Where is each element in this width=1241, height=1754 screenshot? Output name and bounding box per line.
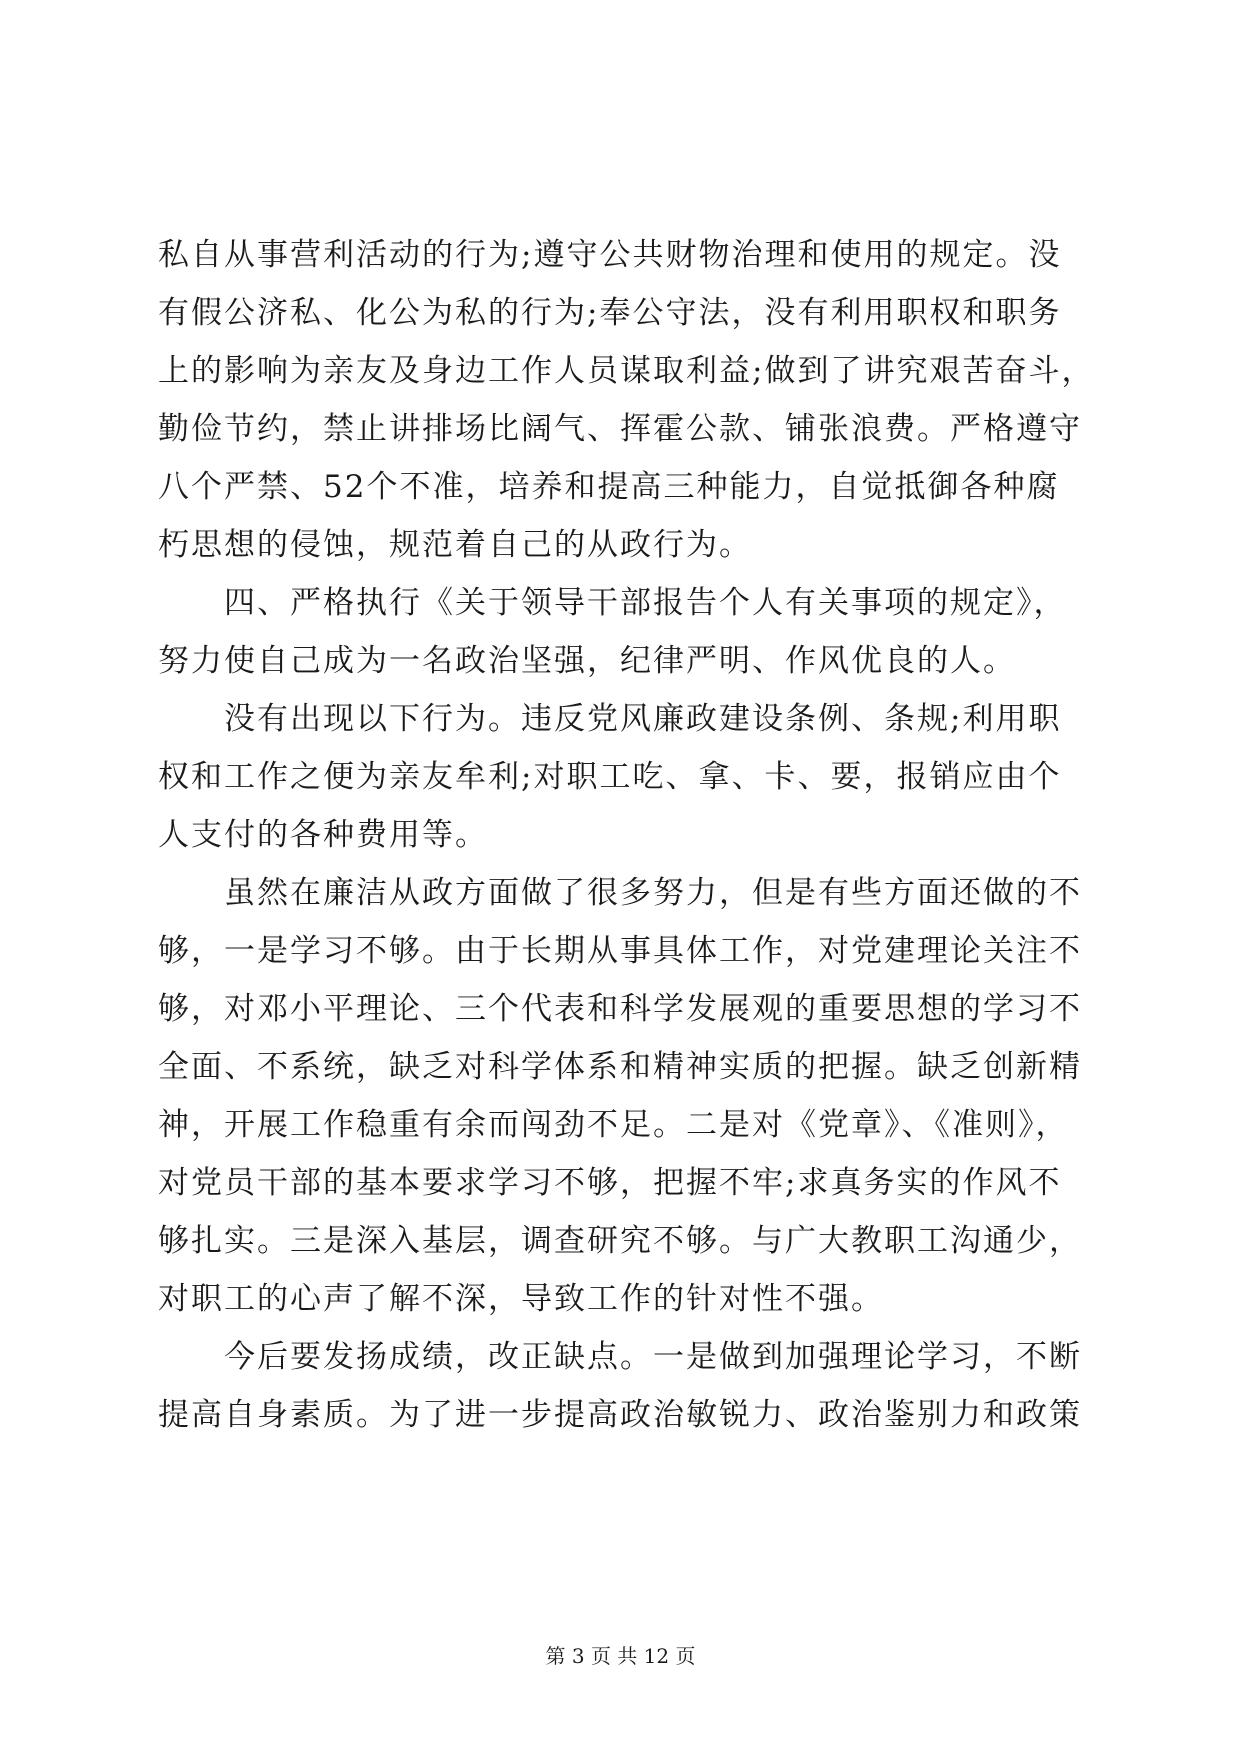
text-line: 全面、不系统，缺乏对科学体系和精神实质的把握。缺乏创新精: [158, 1049, 1082, 1085]
text-line: 够扎实。三是深入基层，调查研究不够。与广大教职工沟通少，: [158, 1223, 1082, 1259]
text-line: 虽然在廉洁从政方面做了很多努力，但是有些方面还做的不: [158, 875, 1082, 911]
text-line: 今后要发扬成绩，改正缺点。一是做到加强理论学习，不断: [158, 1339, 1082, 1375]
text-line: 人支付的各种费用等。: [158, 817, 488, 853]
text-line: 私自从事营利活动的行为;遵守公共财物治理和使用的规定。没: [158, 237, 1062, 273]
text-line: 朽思想的侵蚀，规范着自己的从政行为。: [158, 527, 752, 563]
text-line: 有假公济私、化公为私的行为;奉公守法，没有利用职权和职务: [158, 295, 1062, 331]
text-line: 对职工的心声了解不深，导致工作的针对性不强。: [158, 1281, 884, 1317]
page-footer: [0, 1640, 1241, 1669]
text-line: 提高自身素质。为了进一步提高政治敏锐力、政治鉴别力和政策: [158, 1397, 1082, 1433]
page-number-label: 第 3 页 共 12 页: [545, 1644, 696, 1668]
text-line: 够，对邓小平理论、三个代表和科学发展观的重要思想的学习不: [158, 991, 1082, 1027]
text-line: 八个严禁、52个不准，培养和提高三种能力，自觉抵御各种腐: [158, 469, 1060, 505]
text-line: 对党员干部的基本要求学习不够，把握不牢;求真务实的作风不: [158, 1165, 1062, 1201]
text-line: 上的影响为亲友及身边工作人员谋取利益;做到了讲究艰苦奋斗，: [158, 353, 1095, 389]
text-line: 够，一是学习不够。由于长期从事具体工作，对党建理论关注不: [158, 933, 1082, 969]
text-line: 勤俭节约，禁止讲排场比阔气、挥霍公款、铺张浪费。严格遵守: [158, 411, 1082, 447]
text-line: 努力使自己成为一名政治坚强，纪律严明、作风优良的人。: [158, 643, 1016, 679]
text-line: 四、严格执行《关于领导干部报告个人有关事项的规定》，: [158, 585, 1067, 621]
body-text: [158, 226, 1098, 1444]
text-line: 神，开展工作稳重有余而闯劲不足。二是对《党章》、《准则》，: [158, 1107, 1069, 1143]
text-line: 权和工作之便为亲友牟利;对职工吃、拿、卡、要，报销应由个: [158, 759, 1062, 795]
text-line: 没有出现以下行为。违反党风廉政建设条例、条规;利用职: [158, 701, 1062, 737]
